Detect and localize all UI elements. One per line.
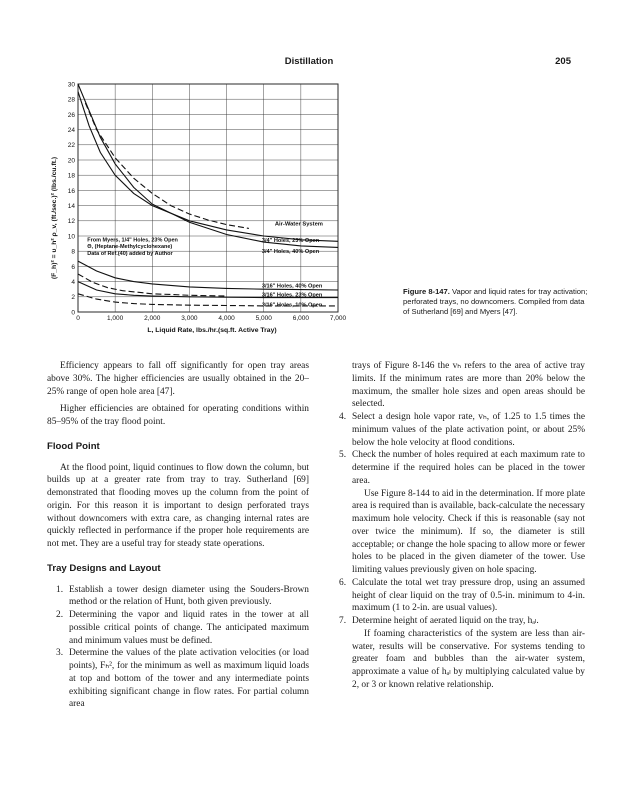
list-item-number: 2. <box>56 610 64 620</box>
y-tick-label: 26 <box>67 111 75 119</box>
list-item-text: Determine height of aerated liquid on the tray, hₐₗ. <box>352 616 539 626</box>
x-tick-label: 7,000 <box>329 315 347 322</box>
y-tick-label: 24 <box>67 127 75 134</box>
y-tick-label: 30 <box>67 81 75 89</box>
list-item-subparagraph: If foaming characteristics of the system are less than air-water, results will be conservative. For systems tending to greater foam and bubbles than the air-water system, approximate a value of hₐₗ by multiplying calculated value by 2, or 3 or known relative relationship. <box>352 628 585 690</box>
list-item-subparagraph: Use Figure 8-144 to aid in the determination. If more plate area is required than is available, back-calculate the necessary maximum hole velocity. Check if this is reasonable (say not over twice the minimum). If so, the diameter is still acceptable; or change the hole spacing to allow more or fewer holes to be placed in the given diameter of the tower. Use limiting values previously given on hole spacing. <box>352 488 585 575</box>
paragraph: trays of Figure 8-146 the vₕ refers to the area of active tray limits. If the minimum rates are more than 20% below the maximum, the smaller hole sizes and open areas should be selected. <box>352 361 585 410</box>
y-tick-label: 6 <box>71 263 75 271</box>
x-tick-label: 4,000 <box>218 315 235 322</box>
list-item <box>47 584 309 610</box>
section-heading-tray-designs: Tray Designs and Layout <box>47 562 161 574</box>
figure-caption-text: Vapor and liquid rates for tray activation; perforated trays, no downcomers. Compiled from data of Sutherland [69] and Myers [47]. <box>403 287 588 317</box>
y-tick-label: 12 <box>67 218 75 226</box>
y-tick-label: 2 <box>71 294 75 302</box>
y-tick-label: 14 <box>67 203 75 210</box>
annotation-source: Θ, (Heptane-Methylcyclohexane) <box>87 244 173 251</box>
design-steps-list-continued <box>339 411 585 692</box>
x-tick-label: 5,000 <box>255 315 272 322</box>
list-item-number: 3. <box>56 648 64 659</box>
right-column <box>339 360 585 692</box>
list-item-text: Establish a tower design diameter using the Souders-Brown method or the relation of Hunt, both given previously. <box>69 584 309 608</box>
design-steps-list <box>47 584 309 712</box>
annotation-source: Data of Ref.(40) added by Author <box>87 251 173 257</box>
section-heading-flood-point: Flood Point <box>47 440 100 452</box>
y-tick-label: 16 <box>67 187 75 195</box>
list-item <box>339 449 585 577</box>
x-tick-label: 6,000 <box>292 315 309 322</box>
annotation-air-water: Air-Water System <box>274 221 323 228</box>
list-item-text: Select a design hole vapor rate, vₕ, of 1.25 to 1.5 times the minimum values of the plate activation point, or about 25% below the hole velocity at flood conditions. <box>352 412 585 448</box>
y-tick-label: 8 <box>71 248 75 256</box>
list-item <box>339 577 585 615</box>
y-axis-label: (F_h)² = υ_h² ρ_v, (ft./sec.)² (lbs./cu.ft.) <box>51 156 58 280</box>
x-tick-label: 3,000 <box>181 315 198 322</box>
running-header: Distillation <box>284 56 334 67</box>
y-tick-label: 0 <box>71 309 75 317</box>
x-tick-label: 2,000 <box>144 315 161 322</box>
list-item-number: 1. <box>56 584 64 595</box>
y-tick-label: 18 <box>67 172 75 180</box>
y-tick-label: 28 <box>67 96 75 104</box>
paragraph: At the flood point, liquid continues to flow down the column, but builds up at a greater rate from tray to tray. Sutherland [69] demonstrated that flooding moves up the column from the point of origin. For this reason it is important to design perforated trays without downcomers with extra care, as changing internal rates are quickly reflected in performance if the proper hole requirements are not met. They are a useful tray for steady state operations. <box>47 462 309 549</box>
figure-caption-label: Figure 8-147. <box>403 287 450 296</box>
vapor-liquid-rate-chart <box>40 72 410 342</box>
label-three-sixteenth-40: 3/16" Holes, 40% Open <box>261 283 323 290</box>
list-item <box>339 615 585 692</box>
myers-quarter-curve <box>85 103 249 228</box>
y-tick-label: 20 <box>67 157 75 165</box>
y-tick-label: 22 <box>67 142 75 150</box>
x-axis-label: L, Liquid Rate, lbs./hr.(sq.ft. Active Tray) <box>147 327 277 334</box>
label-three-sixteenth-10: 3/16" Holes, 10% Open <box>261 302 323 309</box>
label-three-quarter-23: 3/4" Holes, 23% Open <box>261 237 320 244</box>
x-tick-label: 0 <box>76 315 80 322</box>
list-item-text: Determine the values of the plate activation velocities (or load points), Fₕ², for the minimum as well as maximum liquid loads at top and bottom of the tower and any intermediate points exhibiting significant change in flow rates. For partial column area <box>69 648 309 710</box>
list-item-number: 7. <box>339 616 347 626</box>
list-item <box>339 411 585 449</box>
list-item-text: Check the number of holes required at each maximum rate to determine if the required holes can be placed in the tower area. <box>352 450 585 486</box>
list-item <box>47 647 309 711</box>
list-item <box>47 609 309 647</box>
list-item-number: 4. <box>339 412 347 422</box>
list-item-text: Calculate the total wet tray pressure drop, using an assumed height of clear liquid on the tray of 0.5-in. minimum to 4-in. maximum (1 to 2-in. are usual values). <box>352 577 585 614</box>
left-column <box>47 360 309 711</box>
y-tick-label: 10 <box>67 233 75 241</box>
paragraph: Higher efficiencies are obtained for operating conditions within 85–95% of the tray flood point. <box>47 404 309 427</box>
figure-caption <box>403 287 588 318</box>
page-number: 205 <box>555 56 571 67</box>
list-item-number: 6. <box>339 577 347 588</box>
label-three-quarter-40: 3/4" Holes, 40% Open <box>261 249 320 256</box>
x-tick-label: 1,000 <box>107 315 124 322</box>
annotation-source: From Myers, 1/4" Holes, 23% Open <box>87 237 178 244</box>
list-item-text: Determining the vapor and liquid rates in the tower at all possible critical points of change. The anticipated maximum and minimum values must be defined. <box>69 610 309 646</box>
list-item-number: 5. <box>339 450 347 461</box>
paragraph: Efficiency appears to fall off significantly for open tray areas above 30%. The higher efficiencies are usually obtained in the 20–25% range of open hole area [47]. <box>47 361 309 397</box>
y-tick-label: 4 <box>71 279 75 286</box>
label-three-sixteenth-23: 3/16" Holes, 23% Open <box>261 292 323 299</box>
